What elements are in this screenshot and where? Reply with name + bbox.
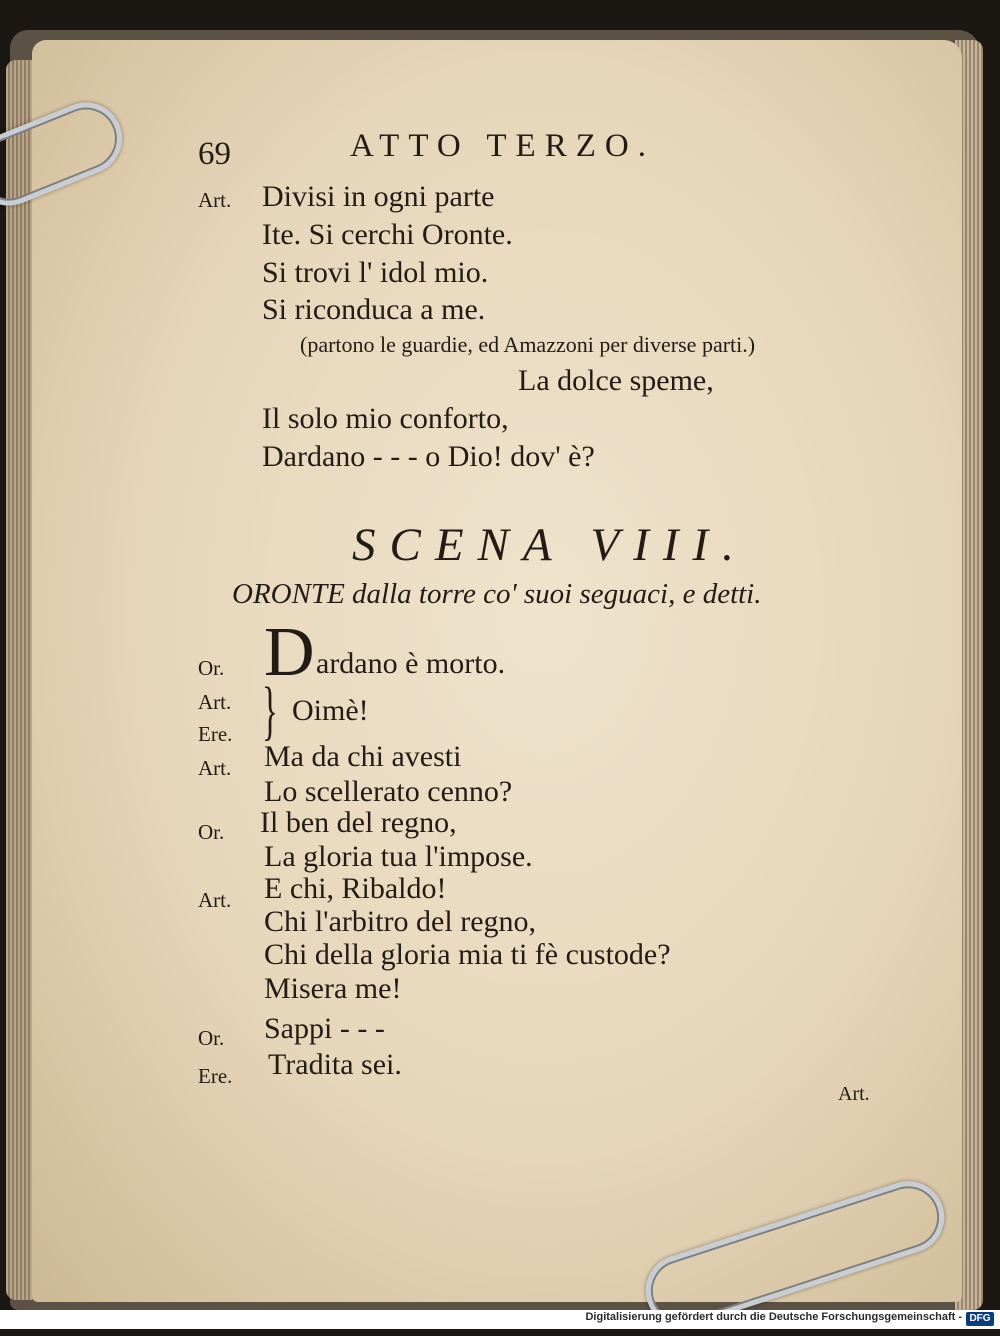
page-number: 69 — [198, 136, 231, 172]
verse-line: La gloria tua l'impose. — [264, 840, 533, 873]
verse-line: Si trovi l' idol mio. — [262, 256, 489, 289]
verse-line: Sappi - - - — [264, 1012, 385, 1045]
dfg-logo: DFG — [966, 1312, 994, 1326]
running-header: ATTO TERZO. — [350, 128, 655, 164]
verse-line: ardano è morto. — [316, 647, 506, 680]
verse-line: Ite. Si cerchi Oronte. — [262, 218, 513, 251]
brace-icon: } — [262, 674, 278, 747]
drop-cap: D — [264, 614, 315, 691]
verse-line: Lo scellerato cenno? — [264, 775, 513, 808]
verse-line: La dolce speme, — [518, 364, 714, 397]
verse-line: Chi l'arbitro del regno, — [264, 905, 537, 938]
verse-line: Il solo mio conforto, — [262, 402, 509, 435]
speaker-label: Art. — [198, 690, 232, 714]
speaker-label: Art. — [198, 188, 232, 212]
verse-line: Oimè! — [292, 694, 369, 727]
scene-subtitle: ORONTE dalla torre co' suoi seguaci, e detti. — [232, 578, 762, 610]
verse-line: Misera me! — [264, 972, 402, 1005]
scene-title: SCENA VIII. — [352, 519, 748, 571]
verse-line: Ma da chi avesti — [264, 740, 462, 773]
speaker-label: Ere. — [198, 1064, 233, 1088]
verse-line: Divisi in ogni parte — [262, 180, 495, 213]
verse-line: E chi, Ribaldo! — [264, 872, 447, 905]
verse-line: Si riconduca a me. — [262, 293, 486, 326]
verse-line: Chi della gloria mia ti fè custode? — [264, 938, 671, 971]
speaker-label: Or. — [198, 820, 225, 844]
speaker-label: Or. — [198, 1026, 225, 1050]
speaker-label: Ere. — [198, 722, 233, 746]
verse-line: Dardano - - - o Dio! dov' è? — [262, 440, 595, 473]
footer-credit: Digitalisierung gefördert durch die Deutsche Forschungsgemeinschaft - — [585, 1311, 962, 1323]
stage-direction: (partono le guardie, ed Amazzoni per diverse parti.) — [300, 332, 756, 357]
speaker-label: Art. — [198, 756, 232, 780]
verse-line: Tradita sei. — [268, 1048, 402, 1081]
speaker-label: Or. — [198, 656, 225, 680]
speaker-label: Art. — [198, 888, 232, 912]
verse-line: Il ben del regno, — [260, 806, 457, 839]
catchword: Art. — [838, 1083, 870, 1105]
